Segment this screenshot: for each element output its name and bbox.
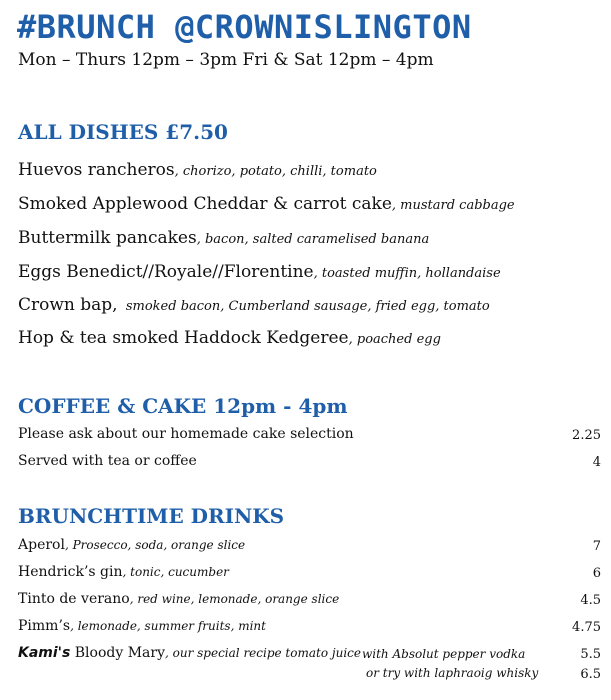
dish-description: , toasted muffin, hollandaise [313,266,501,281]
dish-item [18,262,501,282]
dish-description: , mustard cabbage [391,198,515,213]
drinks-heading: BRUNCHTIME DRINKS [18,504,285,528]
coffee-item-price: 2.25 [572,428,601,443]
dish-name: Huevos rancheros [18,160,175,180]
drink-name: Bloody Mary [70,645,165,661]
drink-name: Hendrick’s gin [18,564,123,580]
bloody-mary-option-vodka: with Absolut pepper vodka [362,647,526,661]
drink-item [18,591,601,607]
coffee-item [18,453,601,469]
drink-item [18,618,601,634]
coffee-item-text: Served with tea or coffee [18,453,197,469]
drink-name: Tinto de verano [18,591,130,607]
drink-price: 4.5 [580,593,601,608]
drink-price: 4.75 [572,620,601,635]
drink-price: 7 [592,539,601,554]
dish-item [18,328,441,348]
bloody-mary-option-whisky: or try with laphraoig whisky [366,666,539,680]
dish-item [18,194,515,214]
bloody-mary-price-vodka: 5.5 [580,647,601,662]
dish-description: , chorizo, potato, chilli, tomato [174,164,377,179]
dish-item [18,160,377,180]
drink-name: Pimm’s [18,618,71,634]
drink-description: , Prosecco, soda, orange slice [64,538,246,552]
coffee-item [18,426,601,442]
drink-item [18,564,601,580]
dish-description: smoked bacon, Cumberland sausage, fried egg, tomato [117,299,490,314]
kamis-brand: Kami's [18,645,71,661]
dish-name: Crown bap, [18,295,118,315]
dish-name: Hop & tea smoked Haddock Kedgeree [18,328,349,348]
bloody-mary-price-whisky: 6.5 [580,667,601,682]
drink-price: 6 [592,566,601,581]
opening-hours: Mon – Thurs 12pm – 3pm Fri & Sat 12pm – 4pm [18,50,434,70]
dish-item [18,228,429,248]
drink-description: , tonic, cucumber [122,565,229,579]
dish-name: Eggs Benedict//Royale//Florentine [18,262,314,282]
drink-description: , red wine, lemonade, orange slice [129,592,340,606]
coffee-item-price: 4 [592,455,601,470]
drink-description: , lemonade, summer fruits, mint [70,619,266,633]
dish-description: , bacon, salted caramelised banana [196,232,430,247]
dishes-heading: ALL DISHES £7.50 [18,120,228,144]
dish-description: , poached egg [348,332,441,347]
coffee-item-text: Please ask about our homemade cake selection [18,426,354,442]
drink-name: Aperol [18,537,65,553]
coffee-heading: COFFEE & CAKE 12pm - 4pm [18,394,348,418]
menu-title: #BRUNCH @CROWNISLINGTON [17,8,472,46]
dish-name: Buttermilk pancakes [18,228,197,248]
drink-description: , our special recipe tomato juice [165,646,361,660]
dish-item [18,295,490,315]
drink-item [18,537,601,553]
dish-name: Smoked Applewood Cheddar & carrot cake [18,194,392,214]
